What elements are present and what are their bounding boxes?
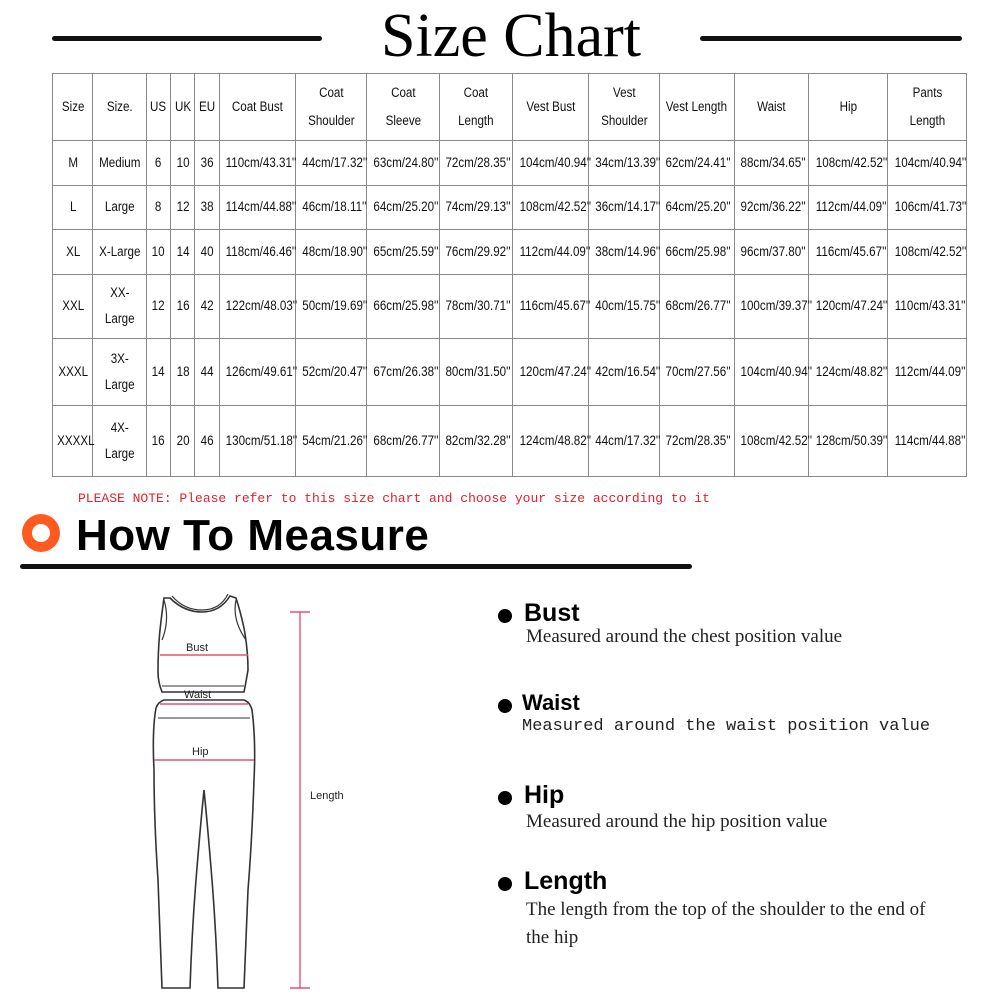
table-cell: 68cm/26.77'' bbox=[665, 274, 729, 339]
table-cell: XXXXL bbox=[55, 406, 90, 477]
table-cell: 108cm/42.52'' bbox=[814, 141, 882, 186]
table-cell: X-Large bbox=[97, 230, 143, 275]
table-cell: 118cm/46.46'' bbox=[224, 230, 290, 275]
column-header-text: UK bbox=[174, 99, 191, 114]
pants-outline bbox=[153, 700, 254, 988]
column-header-text: Size bbox=[61, 99, 84, 114]
measure-item-desc: Measured around the waist position value bbox=[522, 717, 931, 736]
table-cell: 50cm/19.69'' bbox=[301, 274, 362, 339]
measure-item-desc: Measured around the hip position value bbox=[526, 811, 828, 832]
column-header bbox=[224, 74, 290, 141]
measure-item-desc: Measured around the chest position value bbox=[526, 626, 843, 647]
table-cell: 80cm/31.50'' bbox=[444, 339, 507, 406]
table-cell: XXXL bbox=[55, 339, 90, 406]
table-cell: 120cm/47.24'' bbox=[518, 339, 583, 406]
table-cell: Large bbox=[97, 185, 143, 230]
table-cell: 76cm/29.92'' bbox=[444, 230, 507, 275]
table-cell: 42cm/16.54'' bbox=[594, 339, 655, 406]
table-cell: 52cm/20.47'' bbox=[301, 339, 362, 406]
table-cell: 114cm/44.88'' bbox=[893, 406, 961, 477]
table-cell: 110cm/43.31'' bbox=[224, 141, 290, 186]
table-cell: 63cm/24.80'' bbox=[372, 141, 435, 186]
how-to-measure-rule bbox=[20, 564, 692, 569]
table-cell: XXL bbox=[55, 274, 90, 339]
table-cell: 124cm/48.82'' bbox=[518, 406, 583, 477]
table-cell: 20 bbox=[172, 406, 193, 477]
table-cell: 124cm/48.82'' bbox=[814, 339, 882, 406]
table-cell: 122cm/48.03'' bbox=[224, 274, 290, 339]
table-cell: 62cm/24.41'' bbox=[665, 141, 729, 186]
table-cell: 36 bbox=[197, 141, 218, 186]
table-cell: L bbox=[55, 185, 90, 230]
table-cell: 78cm/30.71'' bbox=[444, 274, 507, 339]
column-header bbox=[665, 74, 729, 141]
column-header bbox=[55, 74, 90, 141]
column-header bbox=[97, 74, 143, 141]
table-cell: 116cm/45.67'' bbox=[814, 230, 882, 275]
table-row bbox=[53, 406, 967, 477]
column-header-text: Sleeve bbox=[385, 113, 421, 128]
table-cell: 104cm/40.94'' bbox=[893, 141, 961, 186]
column-header-text: Shoulder bbox=[307, 113, 355, 128]
table-cell: 116cm/45.67'' bbox=[518, 274, 583, 339]
column-header-text: Coat Bust bbox=[231, 99, 283, 114]
column-header-text: Waist bbox=[757, 99, 786, 114]
table-cell: 100cm/39.37'' bbox=[739, 274, 803, 339]
table-cell: 130cm/51.18'' bbox=[224, 406, 290, 477]
table-cell: 114cm/44.88'' bbox=[224, 185, 290, 230]
size-table bbox=[52, 73, 967, 477]
table-cell: 108cm/42.52'' bbox=[893, 230, 961, 275]
table-cell: 68cm/26.77'' bbox=[372, 406, 435, 477]
table-cell: 18 bbox=[172, 339, 193, 406]
table-cell: 40cm/15.75'' bbox=[594, 274, 655, 339]
page-title: Size Chart bbox=[381, 2, 641, 70]
column-header bbox=[197, 74, 218, 141]
table-cell: 10 bbox=[172, 141, 193, 186]
table-row bbox=[53, 230, 967, 275]
table-cell: XL bbox=[55, 230, 90, 275]
title-bar bbox=[0, 0, 1000, 72]
column-header-text: Coat bbox=[318, 85, 344, 100]
column-header bbox=[444, 74, 507, 141]
column-header bbox=[301, 74, 362, 141]
table-row bbox=[53, 185, 967, 230]
column-header bbox=[739, 74, 803, 141]
measure-item-title: Bust bbox=[524, 599, 580, 627]
column-header bbox=[372, 74, 435, 141]
table-cell: 46cm/18.11'' bbox=[301, 185, 362, 230]
table-cell: 12 bbox=[172, 185, 193, 230]
column-header-text: Length bbox=[458, 113, 494, 128]
table-cell: 70cm/27.56'' bbox=[665, 339, 729, 406]
table-cell: 54cm/21.26'' bbox=[301, 406, 362, 477]
table-cell: 65cm/25.59'' bbox=[372, 230, 435, 275]
table-cell: 38 bbox=[197, 185, 218, 230]
table-cell: XX-Large bbox=[97, 274, 143, 339]
column-header-text: Hip bbox=[839, 99, 857, 114]
table-cell: 112cm/44.09'' bbox=[893, 339, 961, 406]
table-cell: 42 bbox=[197, 274, 218, 339]
figure-label-hip: Hip bbox=[192, 746, 209, 758]
bullet-icon bbox=[498, 609, 512, 623]
table-cell: 66cm/25.98'' bbox=[372, 274, 435, 339]
table-cell: 14 bbox=[172, 230, 193, 275]
column-header bbox=[148, 74, 169, 141]
table-cell: 44cm/17.32'' bbox=[594, 406, 655, 477]
table-cell: 128cm/50.39'' bbox=[814, 406, 882, 477]
table-cell: 104cm/40.94'' bbox=[739, 339, 803, 406]
table-cell: 6 bbox=[148, 141, 169, 186]
measurement-figure bbox=[120, 590, 360, 995]
table-cell: 74cm/29.13'' bbox=[444, 185, 507, 230]
column-header-text: Pants bbox=[912, 85, 942, 100]
table-cell: M bbox=[55, 141, 90, 186]
table-row bbox=[53, 274, 967, 339]
table-cell: 10 bbox=[148, 230, 169, 275]
column-header-text: Coat bbox=[463, 85, 489, 100]
table-cell: 34cm/13.39'' bbox=[594, 141, 655, 186]
column-header bbox=[594, 74, 655, 141]
target-circle-icon bbox=[22, 514, 60, 552]
size-note: PLEASE NOTE: Please refer to this size chart and choose your size according to it bbox=[78, 491, 710, 506]
table-cell: 16 bbox=[148, 406, 169, 477]
table-cell: 67cm/26.38'' bbox=[372, 339, 435, 406]
table-cell: 44cm/17.32'' bbox=[301, 141, 362, 186]
table-cell: 104cm/40.94'' bbox=[518, 141, 583, 186]
table-cell: 3X-Large bbox=[97, 339, 143, 406]
table-cell: 126cm/49.61'' bbox=[224, 339, 290, 406]
table-cell: 44 bbox=[197, 339, 218, 406]
column-header-text: Coat bbox=[390, 85, 416, 100]
table-cell: 88cm/34.65'' bbox=[739, 141, 803, 186]
measure-item-title: Waist bbox=[522, 690, 580, 715]
table-cell: 40 bbox=[197, 230, 218, 275]
table-cell: 92cm/36.22'' bbox=[739, 185, 803, 230]
figure-label-length: Length bbox=[310, 790, 344, 802]
table-cell: 36cm/14.17'' bbox=[594, 185, 655, 230]
table-cell: 82cm/32.28'' bbox=[444, 406, 507, 477]
table-row bbox=[53, 141, 967, 186]
column-header-text: EU bbox=[198, 99, 216, 114]
title-rule-right bbox=[700, 36, 962, 41]
column-header bbox=[172, 74, 193, 141]
table-cell: 38cm/14.96'' bbox=[594, 230, 655, 275]
bullet-icon bbox=[498, 791, 512, 805]
column-header-text: Shoulder bbox=[600, 113, 648, 128]
table-cell: 112cm/44.09'' bbox=[814, 185, 882, 230]
figure-label-bust: Bust bbox=[186, 642, 209, 654]
column-header-text: Vest bbox=[612, 85, 636, 100]
table-cell: 4X-Large bbox=[97, 406, 143, 477]
column-header bbox=[893, 74, 961, 141]
table-cell: 110cm/43.31'' bbox=[893, 274, 961, 339]
column-header-text: US bbox=[150, 99, 167, 114]
table-cell: 120cm/47.24'' bbox=[814, 274, 882, 339]
table-cell: 46 bbox=[197, 406, 218, 477]
column-header-text: Length bbox=[909, 113, 945, 128]
table-cell: 66cm/25.98'' bbox=[665, 230, 729, 275]
table-cell: 72cm/28.35'' bbox=[444, 141, 507, 186]
title-rule-left bbox=[52, 36, 322, 41]
table-cell: 112cm/44.09'' bbox=[518, 230, 583, 275]
column-header-text: Vest Bust bbox=[526, 99, 576, 114]
table-header-row bbox=[53, 74, 967, 141]
table-cell: 64cm/25.20'' bbox=[372, 185, 435, 230]
bullet-icon bbox=[498, 877, 512, 891]
table-cell: 108cm/42.52'' bbox=[518, 185, 583, 230]
column-header-text: Vest Length bbox=[666, 99, 728, 114]
table-cell: 8 bbox=[148, 185, 169, 230]
measure-item-title: Length bbox=[524, 867, 608, 895]
measure-item-desc: The length from the top of the shoulder to the end of the hip bbox=[526, 899, 926, 948]
table-cell: 14 bbox=[148, 339, 169, 406]
column-header bbox=[518, 74, 583, 141]
how-to-measure-title: How To Measure bbox=[76, 511, 430, 560]
table-cell: 16 bbox=[172, 274, 193, 339]
column-header bbox=[814, 74, 882, 141]
table-cell: 72cm/28.35'' bbox=[665, 406, 729, 477]
bullet-icon bbox=[498, 699, 512, 713]
column-header-text: Size. bbox=[106, 99, 133, 114]
table-cell: 64cm/25.20'' bbox=[665, 185, 729, 230]
measure-item-title: Hip bbox=[524, 781, 565, 809]
table-cell: 96cm/37.80'' bbox=[739, 230, 803, 275]
figure-label-waist: Waist bbox=[184, 689, 212, 701]
table-cell: 12 bbox=[148, 274, 169, 339]
table-cell: 108cm/42.52'' bbox=[739, 406, 803, 477]
table-row bbox=[53, 339, 967, 406]
table-cell: Medium bbox=[97, 141, 143, 186]
table-cell: 106cm/41.73'' bbox=[893, 185, 961, 230]
table-cell: 48cm/18.90'' bbox=[301, 230, 362, 275]
